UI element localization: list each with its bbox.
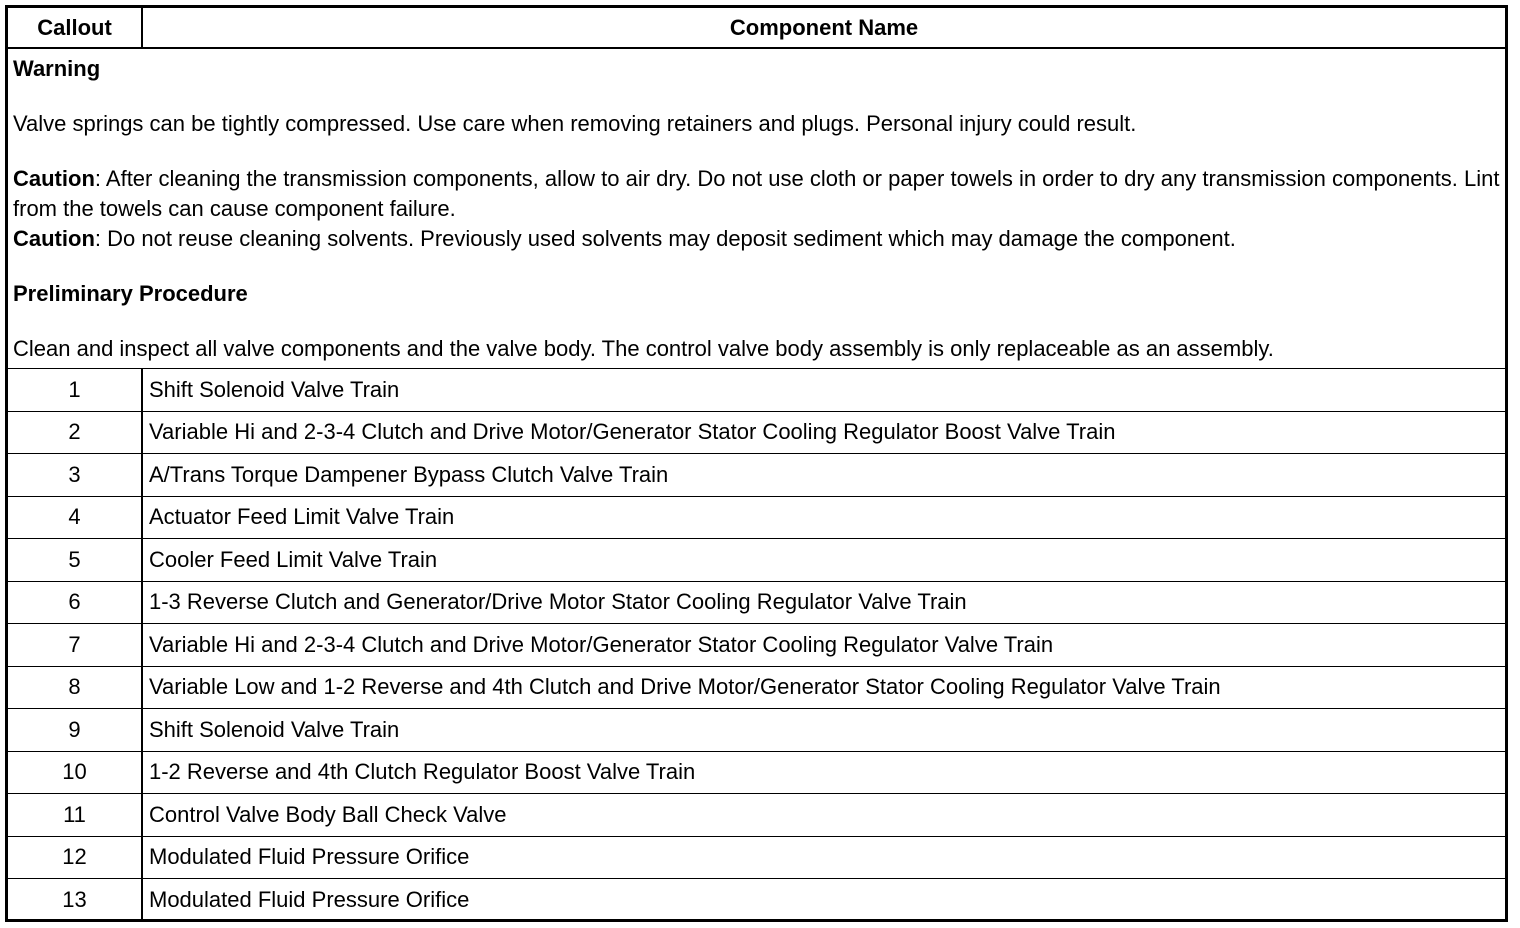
- callout-cell: 3: [8, 454, 142, 497]
- callout-cell: 10: [8, 751, 142, 794]
- callout-cell: 1: [8, 369, 142, 412]
- component-name-cell: Shift Solenoid Valve Train: [142, 709, 1505, 752]
- table-row: [8, 624, 1505, 667]
- callout-column-header: Callout: [8, 8, 142, 48]
- table-row: [8, 794, 1505, 837]
- component-name-cell: Variable Hi and 2-3-4 Clutch and Drive Motor/Generator Stator Cooling Regulator Boost Valve Train: [142, 411, 1505, 454]
- callout-cell: 6: [8, 581, 142, 624]
- component-name-cell: 1-2 Reverse and 4th Clutch Regulator Boost Valve Train: [142, 751, 1505, 794]
- warning-heading: Warning: [13, 56, 101, 81]
- component-name-cell: 1-3 Reverse Clutch and Generator/Drive Motor Stator Cooling Regulator Valve Train: [142, 581, 1505, 624]
- caution-note-2: [13, 224, 1500, 254]
- callout-cell: 5: [8, 539, 142, 582]
- table-row: [8, 539, 1505, 582]
- table-row: [8, 879, 1505, 921]
- table-header-row: [8, 8, 1505, 48]
- table-row: [8, 836, 1505, 879]
- caution-note-1: [13, 164, 1500, 224]
- callout-cell: 13: [8, 879, 142, 921]
- callout-cell: 4: [8, 496, 142, 539]
- caution-label: Caution: [13, 166, 95, 191]
- caution-1-text: : After cleaning the transmission components, allow to air dry. Do not use cloth or paper towels in order to dry any transmission components. Lint from the towels can cause component failure.: [13, 166, 1500, 221]
- notes-cell: [8, 48, 1505, 369]
- component-name-column-header: Component Name: [142, 8, 1505, 48]
- component-name-cell: A/Trans Torque Dampener Bypass Clutch Valve Train: [142, 454, 1505, 497]
- component-name-cell: Shift Solenoid Valve Train: [142, 369, 1505, 412]
- caution-2-text: : Do not reuse cleaning solvents. Previously used solvents may deposit sediment which may damage the component.: [94, 226, 1236, 251]
- callout-cell: 2: [8, 411, 142, 454]
- table-row: [8, 666, 1505, 709]
- table-row: [8, 709, 1505, 752]
- table-row: [8, 454, 1505, 497]
- callout-cell: 9: [8, 709, 142, 752]
- caution-label: Caution: [13, 226, 95, 251]
- component-name-cell: Variable Low and 1-2 Reverse and 4th Clutch and Drive Motor/Generator Stator Cooling Regulator Valve Train: [142, 666, 1505, 709]
- component-table: [8, 8, 1505, 921]
- table-row: [8, 496, 1505, 539]
- callout-cell: 11: [8, 794, 142, 837]
- table-row: [8, 751, 1505, 794]
- procedure-heading: Preliminary Procedure: [13, 281, 248, 306]
- callout-cell: 12: [8, 836, 142, 879]
- component-name-cell: Modulated Fluid Pressure Orifice: [142, 879, 1505, 921]
- notes-row: [8, 48, 1505, 369]
- callout-cell: 7: [8, 624, 142, 667]
- component-name-cell: Actuator Feed Limit Valve Train: [142, 496, 1505, 539]
- component-name-cell: Cooler Feed Limit Valve Train: [142, 539, 1505, 582]
- table-row: [8, 581, 1505, 624]
- procedure-text: Clean and inspect all valve components and the valve body. The control valve body assembly is only replaceable as an assembly.: [13, 336, 1274, 361]
- component-table-frame: [5, 5, 1508, 922]
- component-name-cell: Modulated Fluid Pressure Orifice: [142, 836, 1505, 879]
- callout-cell: 8: [8, 666, 142, 709]
- table-row: [8, 369, 1505, 412]
- warning-text: Valve springs can be tightly compressed. Use care when removing retainers and plugs. Personal injury could result.: [13, 111, 1137, 136]
- component-name-cell: Variable Hi and 2-3-4 Clutch and Drive Motor/Generator Stator Cooling Regulator Valve Train: [142, 624, 1505, 667]
- component-name-cell: Control Valve Body Ball Check Valve: [142, 794, 1505, 837]
- table-row: [8, 411, 1505, 454]
